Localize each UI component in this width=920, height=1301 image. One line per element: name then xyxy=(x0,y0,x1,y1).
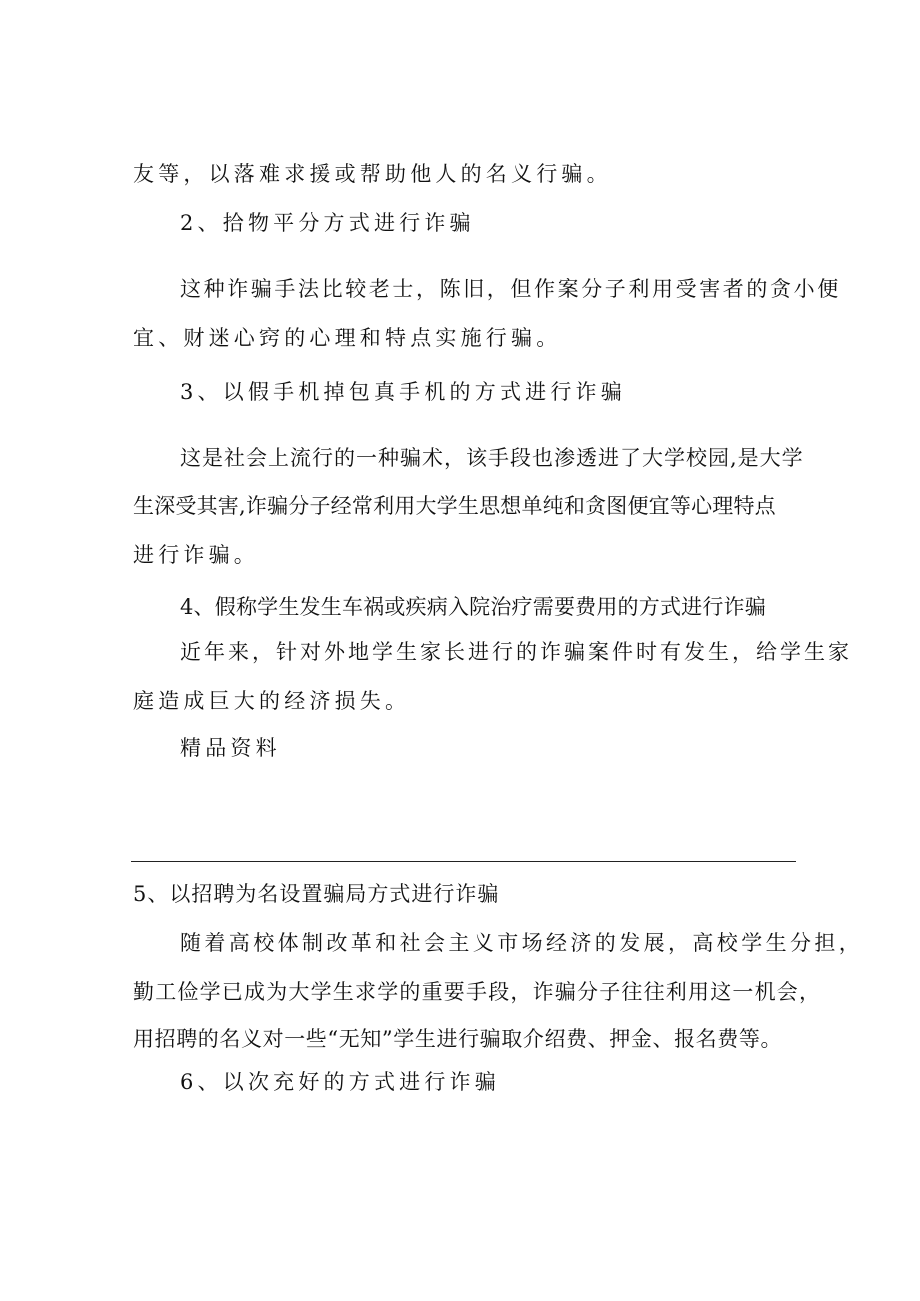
paragraph-line: 友等，以落难求援或帮助他人的名义行骗。 xyxy=(133,162,612,186)
footer-label: 精品资料 xyxy=(180,736,281,760)
paragraph-line: 这是社会上流行的一种骗术，该手段也渗透进了大学校园,是大学 xyxy=(180,446,804,470)
paragraph-line: 随着高校体制改革和社会主义市场经济的发展，高校学生分担， xyxy=(180,931,864,955)
paragraph-line: 庭造成巨大的经济损失。 xyxy=(133,689,411,713)
paragraph-line: 进行诈骗。 xyxy=(133,543,259,567)
paragraph-line: 宜、财迷心窍的心理和特点实施行骗。 xyxy=(133,326,562,350)
section-heading-2: 2、拾物平分方式进行诈骗 xyxy=(180,211,475,235)
paragraph-line: 用招聘的名义对一些“无知”学生进行骗取介绍费、押金、报名费等。 xyxy=(133,1027,783,1051)
paragraph-line: 勤工俭学已成为大学生求学的重要手段，诈骗分子往往利用这一机会， xyxy=(133,980,822,1004)
section-heading-6: 6、以次充好的方式进行诈骗 xyxy=(180,1070,500,1094)
paragraph-line: 近年来，针对外地学生家长进行的诈骗案件时有发生，给学生家 xyxy=(180,640,852,664)
section-heading-3: 3、以假手机掉包真手机的方式进行诈骗 xyxy=(180,380,626,404)
paragraph-line: 这种诈骗手法比较老士，陈旧，但作案分子利用受害者的贪小便 xyxy=(180,277,841,301)
paragraph-line: 生深受其害,诈骗分子经常利用大学生思想单纯和贪图便宜等心理特点 xyxy=(133,494,776,518)
page-divider xyxy=(131,861,796,862)
section-heading-4: 4、假称学生发生车祸或疾病入院治疗需要费用的方式进行诈骗 xyxy=(180,595,766,619)
section-heading-5: 5、以招聘为名设置骗局方式进行诈骗 xyxy=(133,882,500,906)
